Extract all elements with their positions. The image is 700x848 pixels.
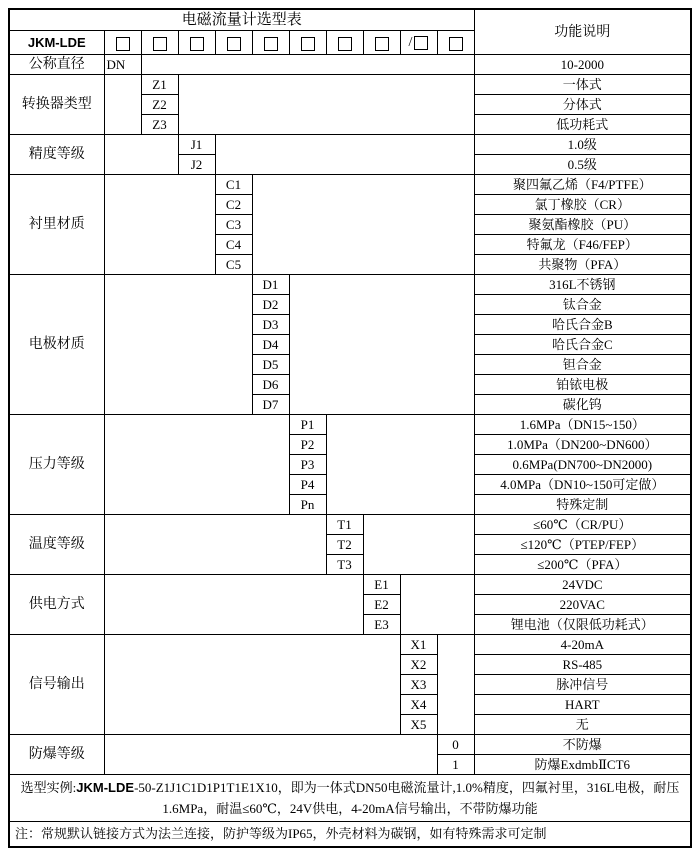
gap-cell [104,75,141,135]
checkbox-icon[interactable] [338,37,352,51]
gap-cell [104,635,400,735]
gap-cell [104,735,437,775]
example-row [9,775,691,822]
desc-cell: 24VDC [474,575,691,595]
code-checkbox-cell[interactable] [326,31,363,55]
gap-cell [437,635,474,735]
code-checkbox-cell[interactable] [437,31,474,55]
checkbox-icon[interactable] [449,37,463,51]
code-cell: D5 [252,355,289,375]
code-cell: D6 [252,375,289,395]
code-checkbox-cell[interactable] [215,31,252,55]
code-cell: 0 [437,735,474,755]
code-cell: Pn [289,495,326,515]
code-cell: D3 [252,315,289,335]
table-row [9,175,691,195]
desc-cell: 聚氨酯橡胶（PU） [474,215,691,235]
code-checkbox-cell[interactable] [104,31,141,55]
code-cell: D7 [252,395,289,415]
category-cell: 温度等级 [9,515,104,575]
gap-cell [289,275,474,415]
code-cell: E2 [363,595,400,615]
gap-cell [104,515,326,575]
checkbox-icon[interactable] [190,37,204,51]
desc-cell: ≤60℃（CR/PU） [474,515,691,535]
desc-cell: 氯丁橡胶（CR） [474,195,691,215]
category-cell: 转换器类型 [9,75,104,135]
desc-cell: 4-20mA [474,635,691,655]
desc-cell: 分体式 [474,95,691,115]
code-cell: T2 [326,535,363,555]
selection-example-text [9,775,691,822]
desc-cell: 0.6MPa(DN700~DN2000) [474,455,691,475]
code-cell: E1 [363,575,400,595]
code-cell: P3 [289,455,326,475]
code-cell: Z2 [141,95,178,115]
selection-table [8,8,692,848]
checkbox-icon[interactable] [153,37,167,51]
note-text: 注：常规默认链接方式为法兰连接，防护等级为IP65，外壳材料为碳钢，如有特殊需求可定制 [9,822,691,848]
checkbox-icon[interactable] [227,37,241,51]
table-row [9,135,691,155]
function-column-header: 功能说明 [474,9,691,55]
category-cell: 信号输出 [9,635,104,735]
desc-cell: HART [474,695,691,715]
desc-cell: 哈氏合金C [474,335,691,355]
code-cell: P1 [289,415,326,435]
code-checkbox-cell[interactable] [289,31,326,55]
table-row [9,55,691,75]
desc-cell: 1.6MPa（DN15~150） [474,415,691,435]
desc-cell: 220VAC [474,595,691,615]
desc-cell: 特氟龙（F46/FEP） [474,235,691,255]
code-checkbox-cell-slash[interactable] [400,31,437,55]
desc-cell: 特殊定制 [474,495,691,515]
category-cell: 防爆等级 [9,735,104,775]
category-cell: 公称直径 [9,55,104,75]
code-cell: C3 [215,215,252,235]
example-prefix: 选型实例: [20,780,77,796]
gap-cell [104,415,289,515]
desc-cell: 10-2000 [474,55,691,75]
desc-cell: 钛合金 [474,295,691,315]
table-row [9,635,691,655]
code-checkbox-cell[interactable] [363,31,400,55]
table-row [9,735,691,755]
gap-cell [178,75,474,135]
desc-cell: 防爆ExdmbⅡCT6 [474,755,691,775]
checkbox-icon[interactable] [116,37,130,51]
gap-cell [363,515,474,575]
desc-cell: 碳化钨 [474,395,691,415]
table-row [9,575,691,595]
code-cell: E3 [363,615,400,635]
code-cell: DN [104,55,141,75]
desc-cell: 锂电池（仅限低功耗式） [474,615,691,635]
gap-cell [326,415,474,515]
code-cell: P4 [289,475,326,495]
code-cell: J1 [178,135,215,155]
desc-cell: 无 [474,715,691,735]
code-cell: C4 [215,235,252,255]
code-cell: Z3 [141,115,178,135]
table-row [9,75,691,95]
title-row [9,9,691,31]
gap-cell [104,575,363,635]
code-cell: X4 [400,695,437,715]
desc-cell: RS-485 [474,655,691,675]
code-cell: X1 [400,635,437,655]
table-row [9,415,691,435]
category-cell: 电极材质 [9,275,104,415]
desc-cell: 聚四氟乙烯（F4/PTFE） [474,175,691,195]
table-row [9,275,691,295]
code-cell: 1 [437,755,474,775]
desc-cell: 一体式 [474,75,691,95]
model-label: JKM-LDE [9,31,104,55]
gap-cell [104,275,252,415]
code-cell: X2 [400,655,437,675]
code-cell: T1 [326,515,363,535]
gap-cell [400,575,474,635]
code-cell: X5 [400,715,437,735]
code-cell: D2 [252,295,289,315]
slash-separator: / [408,35,413,51]
code-cell: X3 [400,675,437,695]
table-row [9,515,691,535]
category-cell: 压力等级 [9,415,104,515]
code-cell: D1 [252,275,289,295]
gap-cell [104,175,215,275]
checkbox-icon[interactable] [414,36,428,50]
desc-cell: 1.0级 [474,135,691,155]
code-cell: C2 [215,195,252,215]
code-cell: J2 [178,155,215,175]
code-checkbox-cell[interactable] [141,31,178,55]
gap-cell [141,55,474,75]
desc-cell: 共聚物（PFA） [474,255,691,275]
code-cell: C1 [215,175,252,195]
desc-cell: 钽合金 [474,355,691,375]
checkbox-icon[interactable] [375,37,389,51]
desc-cell: 4.0MPa（DN10~150可定做） [474,475,691,495]
code-cell: P2 [289,435,326,455]
desc-cell: ≤200℃（PFA） [474,555,691,575]
example-rest: -50-Z1J1C1D1P1T1E1X10，即为一体式DN50电磁流量计,1.0%精度，四氟衬里，316L电极，耐压1.6MPa，耐温≤60℃，24V供电，4-20mA信号输出，不带防爆功能 [134,780,680,817]
code-cell: C5 [215,255,252,275]
desc-cell: 哈氏合金B [474,315,691,335]
checkbox-icon[interactable] [264,37,278,51]
desc-cell: 不防爆 [474,735,691,755]
note-row [9,822,691,848]
page-title: 电磁流量计选型表 [9,9,474,31]
code-checkbox-cell[interactable] [178,31,215,55]
gap-cell [215,135,474,175]
category-cell: 供电方式 [9,575,104,635]
desc-cell: ≤120℃（PTEP/FEP） [474,535,691,555]
desc-cell: 0.5级 [474,155,691,175]
category-cell: 衬里材质 [9,175,104,275]
desc-cell: 1.0MPa（DN200~DN600） [474,435,691,455]
desc-cell: 铂铱电极 [474,375,691,395]
gap-cell [104,135,178,175]
gap-cell [252,175,474,275]
desc-cell: 脉冲信号 [474,675,691,695]
code-checkbox-cell[interactable] [252,31,289,55]
code-cell: Z1 [141,75,178,95]
code-cell: D4 [252,335,289,355]
code-cell: T3 [326,555,363,575]
checkbox-icon[interactable] [301,37,315,51]
example-model: JKM-LDE [76,780,135,796]
category-cell: 精度等级 [9,135,104,175]
desc-cell: 低功耗式 [474,115,691,135]
desc-cell: 316L不锈钢 [474,275,691,295]
